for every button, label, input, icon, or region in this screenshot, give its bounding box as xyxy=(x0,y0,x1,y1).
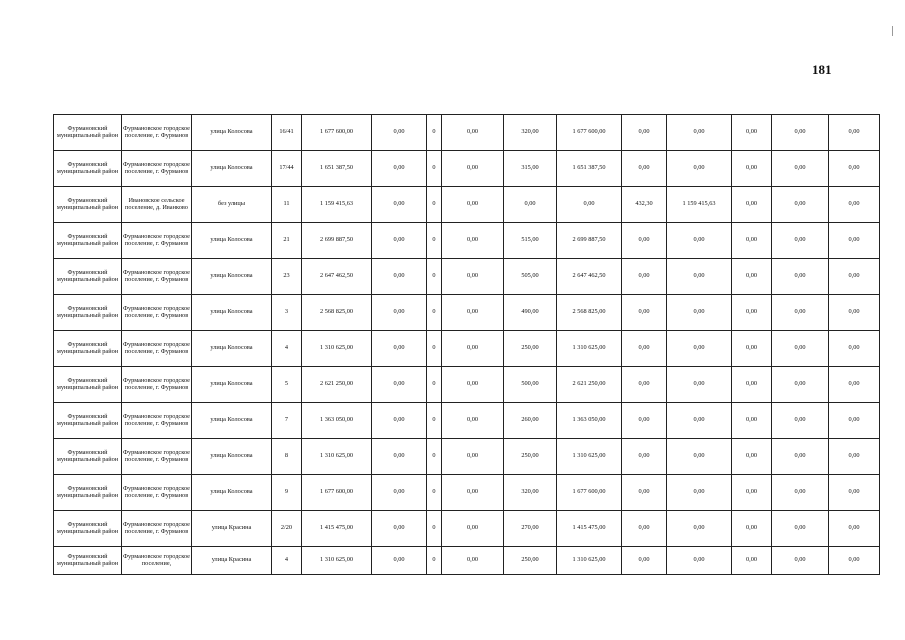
area-cell: 250,00 xyxy=(504,547,557,575)
area-cell: 0,00 xyxy=(622,295,667,331)
amount-cell: 0,00 xyxy=(372,151,427,187)
house-number-cell: 5 xyxy=(272,367,302,403)
amount-cell: 0,00 xyxy=(372,367,427,403)
cost-cell: 1 363 050,00 xyxy=(557,403,622,439)
amount-cell: 0,00 xyxy=(772,259,829,295)
cost-cell: 0,00 xyxy=(667,151,732,187)
amount-cell: 0,00 xyxy=(732,511,772,547)
table-row xyxy=(54,475,880,511)
count-cell: 0 xyxy=(427,187,442,223)
table-row xyxy=(54,295,880,331)
cost-cell: 1 310 625,00 xyxy=(557,331,622,367)
area-cell: 0,00 xyxy=(622,439,667,475)
amount-cell: 0,00 xyxy=(442,439,504,475)
total-cost-cell: 1 310 625,00 xyxy=(302,331,372,367)
count-cell: 0 xyxy=(427,547,442,575)
amount-cell: 0,00 xyxy=(829,511,880,547)
street-cell: улица Колосова xyxy=(192,475,272,511)
amount-cell: 0,00 xyxy=(372,511,427,547)
count-cell: 0 xyxy=(427,223,442,259)
amount-cell: 0,00 xyxy=(829,439,880,475)
amount-cell: 0,00 xyxy=(372,295,427,331)
amount-cell: 0,00 xyxy=(372,115,427,151)
table-row xyxy=(54,439,880,475)
house-number-cell: 2/20 xyxy=(272,511,302,547)
street-cell: улица Колосова xyxy=(192,295,272,331)
amount-cell: 0,00 xyxy=(772,367,829,403)
amount-cell: 0,00 xyxy=(442,115,504,151)
area-cell: 515,00 xyxy=(504,223,557,259)
settlement-cell: Фурмановское городское поселение, xyxy=(122,547,192,575)
street-cell: улица Колосова xyxy=(192,115,272,151)
settlement-cell: Фурмановское городское поселение, г. Фурманов xyxy=(122,475,192,511)
district-cell: Фурмановский муниципальный район xyxy=(54,475,122,511)
amount-cell: 0,00 xyxy=(829,403,880,439)
total-cost-cell: 1 310 625,00 xyxy=(302,439,372,475)
count-cell: 0 xyxy=(427,367,442,403)
count-cell: 0 xyxy=(427,403,442,439)
area-cell: 0,00 xyxy=(504,187,557,223)
amount-cell: 0,00 xyxy=(772,115,829,151)
street-cell: улица Колосова xyxy=(192,259,272,295)
amount-cell: 0,00 xyxy=(829,295,880,331)
cost-cell: 0,00 xyxy=(667,259,732,295)
cost-cell: 1 677 600,00 xyxy=(557,475,622,511)
table-row xyxy=(54,259,880,295)
house-number-cell: 23 xyxy=(272,259,302,295)
total-cost-cell: 1 159 415,63 xyxy=(302,187,372,223)
total-cost-cell: 1 651 387,50 xyxy=(302,151,372,187)
area-cell: 0,00 xyxy=(622,547,667,575)
cost-cell: 0,00 xyxy=(557,187,622,223)
amount-cell: 0,00 xyxy=(372,223,427,259)
settlement-cell: Фурмановское городское поселение, г. Фурманов xyxy=(122,511,192,547)
street-cell: улица Колосова xyxy=(192,439,272,475)
total-cost-cell: 1 677 600,00 xyxy=(302,115,372,151)
cost-cell: 1 310 625,00 xyxy=(557,439,622,475)
cost-cell: 1 651 387,50 xyxy=(557,151,622,187)
amount-cell: 0,00 xyxy=(372,187,427,223)
street-cell: улица Колосова xyxy=(192,331,272,367)
amount-cell: 0,00 xyxy=(829,115,880,151)
amount-cell: 0,00 xyxy=(442,295,504,331)
table-row xyxy=(54,223,880,259)
cost-cell: 2 568 825,00 xyxy=(557,295,622,331)
amount-cell: 0,00 xyxy=(829,259,880,295)
table-row xyxy=(54,367,880,403)
district-cell: Фурмановский муниципальный район xyxy=(54,439,122,475)
district-cell: Фурмановский муниципальный район xyxy=(54,187,122,223)
amount-cell: 0,00 xyxy=(442,151,504,187)
amount-cell: 0,00 xyxy=(732,439,772,475)
amount-cell: 0,00 xyxy=(732,331,772,367)
amount-cell: 0,00 xyxy=(442,403,504,439)
settlement-cell: Ивановское сельское поселение, д. Иванково xyxy=(122,187,192,223)
amount-cell: 0,00 xyxy=(772,187,829,223)
total-cost-cell: 1 677 600,00 xyxy=(302,475,372,511)
amount-cell: 0,00 xyxy=(829,547,880,575)
settlement-cell: Фурмановское городское поселение, г. Фурманов xyxy=(122,151,192,187)
street-cell: улица Красина xyxy=(192,547,272,575)
cost-cell: 2 621 250,00 xyxy=(557,367,622,403)
page-number: 181 xyxy=(812,62,832,77)
area-cell: 0,00 xyxy=(622,223,667,259)
amount-cell: 0,00 xyxy=(732,367,772,403)
house-number-cell: 4 xyxy=(272,331,302,367)
cost-cell: 0,00 xyxy=(667,223,732,259)
district-cell: Фурмановский муниципальный район xyxy=(54,151,122,187)
amount-cell: 0,00 xyxy=(732,151,772,187)
amount-cell: 0,00 xyxy=(442,367,504,403)
amount-cell: 0,00 xyxy=(772,223,829,259)
house-number-cell: 8 xyxy=(272,439,302,475)
count-cell: 0 xyxy=(427,151,442,187)
cost-cell: 0,00 xyxy=(667,403,732,439)
amount-cell: 0,00 xyxy=(732,259,772,295)
area-cell: 250,00 xyxy=(504,331,557,367)
house-number-cell: 11 xyxy=(272,187,302,223)
cost-cell: 2 699 887,50 xyxy=(557,223,622,259)
amount-cell: 0,00 xyxy=(732,295,772,331)
amount-cell: 0,00 xyxy=(829,367,880,403)
settlement-cell: Фурмановское городское поселение, г. Фурманов xyxy=(122,403,192,439)
amount-cell: 0,00 xyxy=(772,547,829,575)
area-cell: 260,00 xyxy=(504,403,557,439)
district-cell: Фурмановский муниципальный район xyxy=(54,295,122,331)
area-cell: 270,00 xyxy=(504,511,557,547)
district-cell: Фурмановский муниципальный район xyxy=(54,511,122,547)
street-cell: улица Колосова xyxy=(192,223,272,259)
district-cell: Фурмановский муниципальный район xyxy=(54,115,122,151)
area-cell: 505,00 xyxy=(504,259,557,295)
amount-cell: 0,00 xyxy=(442,259,504,295)
settlement-cell: Фурмановское городское поселение, г. Фурманов xyxy=(122,223,192,259)
total-cost-cell: 2 699 887,50 xyxy=(302,223,372,259)
total-cost-cell: 2 647 462,50 xyxy=(302,259,372,295)
amount-cell: 0,00 xyxy=(732,475,772,511)
amount-cell: 0,00 xyxy=(829,331,880,367)
count-cell: 0 xyxy=(427,295,442,331)
amount-cell: 0,00 xyxy=(372,259,427,295)
house-number-cell: 4 xyxy=(272,547,302,575)
area-cell: 500,00 xyxy=(504,367,557,403)
amount-cell: 0,00 xyxy=(772,151,829,187)
count-cell: 0 xyxy=(427,259,442,295)
total-cost-cell: 1 363 050,00 xyxy=(302,403,372,439)
area-cell: 315,00 xyxy=(504,151,557,187)
area-cell: 250,00 xyxy=(504,439,557,475)
cost-cell: 2 647 462,50 xyxy=(557,259,622,295)
settlement-cell: Фурмановское городское поселение, г. Фурманов xyxy=(122,367,192,403)
district-cell: Фурмановский муниципальный район xyxy=(54,331,122,367)
area-cell: 490,00 xyxy=(504,295,557,331)
cost-cell: 1 677 600,00 xyxy=(557,115,622,151)
amount-cell: 0,00 xyxy=(442,475,504,511)
area-cell: 0,00 xyxy=(622,115,667,151)
street-cell: без улицы xyxy=(192,187,272,223)
area-cell: 320,00 xyxy=(504,115,557,151)
cost-cell: 1 415 475,00 xyxy=(557,511,622,547)
area-cell: 0,00 xyxy=(622,511,667,547)
amount-cell: 0,00 xyxy=(372,439,427,475)
district-cell: Фурмановский муниципальный район xyxy=(54,259,122,295)
count-cell: 0 xyxy=(427,439,442,475)
cost-cell: 0,00 xyxy=(667,331,732,367)
district-cell: Фурмановский муниципальный район xyxy=(54,367,122,403)
house-number-cell: 21 xyxy=(272,223,302,259)
amount-cell: 0,00 xyxy=(732,403,772,439)
amount-cell: 0,00 xyxy=(442,223,504,259)
area-cell: 0,00 xyxy=(622,151,667,187)
area-cell: 432,30 xyxy=(622,187,667,223)
table-row xyxy=(54,331,880,367)
count-cell: 0 xyxy=(427,115,442,151)
cost-cell: 0,00 xyxy=(667,367,732,403)
amount-cell: 0,00 xyxy=(772,511,829,547)
amount-cell: 0,00 xyxy=(732,187,772,223)
amount-cell: 0,00 xyxy=(829,151,880,187)
amount-cell: 0,00 xyxy=(772,295,829,331)
area-cell: 0,00 xyxy=(622,367,667,403)
table-row xyxy=(54,511,880,547)
settlement-cell: Фурмановское городское поселение, г. Фурманов xyxy=(122,331,192,367)
amount-cell: 0,00 xyxy=(372,403,427,439)
street-cell: улица Колосова xyxy=(192,151,272,187)
amount-cell: 0,00 xyxy=(772,475,829,511)
area-cell: 0,00 xyxy=(622,259,667,295)
cost-cell: 0,00 xyxy=(667,439,732,475)
cost-cell: 0,00 xyxy=(667,547,732,575)
street-cell: улица Красина xyxy=(192,511,272,547)
amount-cell: 0,00 xyxy=(372,547,427,575)
amount-cell: 0,00 xyxy=(732,223,772,259)
area-cell: 320,00 xyxy=(504,475,557,511)
amount-cell: 0,00 xyxy=(372,475,427,511)
registry-table xyxy=(53,114,880,575)
amount-cell: 0,00 xyxy=(829,187,880,223)
settlement-cell: Фурмановское городское поселение, г. Фурманов xyxy=(122,439,192,475)
house-number-cell: 16/41 xyxy=(272,115,302,151)
house-number-cell: 17/44 xyxy=(272,151,302,187)
district-cell: Фурмановский муниципальный район xyxy=(54,547,122,575)
area-cell: 0,00 xyxy=(622,403,667,439)
total-cost-cell: 2 621 250,00 xyxy=(302,367,372,403)
street-cell: улица Колосова xyxy=(192,403,272,439)
area-cell: 0,00 xyxy=(622,475,667,511)
count-cell: 0 xyxy=(427,475,442,511)
total-cost-cell: 1 415 475,00 xyxy=(302,511,372,547)
amount-cell: 0,00 xyxy=(442,511,504,547)
table-row xyxy=(54,115,880,151)
amount-cell: 0,00 xyxy=(772,403,829,439)
settlement-cell: Фурмановское городское поселение, г. Фурманов xyxy=(122,295,192,331)
house-number-cell: 7 xyxy=(272,403,302,439)
total-cost-cell: 1 310 625,00 xyxy=(302,547,372,575)
scan-edge-mark xyxy=(892,26,893,36)
table-row xyxy=(54,403,880,439)
cost-cell: 0,00 xyxy=(667,115,732,151)
amount-cell: 0,00 xyxy=(442,547,504,575)
settlement-cell: Фурмановское городское поселение, г. Фурманов xyxy=(122,115,192,151)
table-row xyxy=(54,187,880,223)
count-cell: 0 xyxy=(427,511,442,547)
street-cell: улица Колосова xyxy=(192,367,272,403)
district-cell: Фурмановский муниципальный район xyxy=(54,403,122,439)
amount-cell: 0,00 xyxy=(442,331,504,367)
cost-cell: 0,00 xyxy=(667,475,732,511)
table-row xyxy=(54,151,880,187)
amount-cell: 0,00 xyxy=(772,439,829,475)
area-cell: 0,00 xyxy=(622,331,667,367)
amount-cell: 0,00 xyxy=(732,115,772,151)
amount-cell: 0,00 xyxy=(829,475,880,511)
house-number-cell: 9 xyxy=(272,475,302,511)
total-cost-cell: 2 568 825,00 xyxy=(302,295,372,331)
table-row xyxy=(54,547,880,575)
registry-table-body xyxy=(54,115,880,575)
amount-cell: 0,00 xyxy=(732,547,772,575)
cost-cell: 0,00 xyxy=(667,511,732,547)
cost-cell: 0,00 xyxy=(667,295,732,331)
settlement-cell: Фурмановское городское поселение, г. Фурманов xyxy=(122,259,192,295)
count-cell: 0 xyxy=(427,331,442,367)
house-number-cell: 3 xyxy=(272,295,302,331)
district-cell: Фурмановский муниципальный район xyxy=(54,223,122,259)
cost-cell: 1 310 625,00 xyxy=(557,547,622,575)
amount-cell: 0,00 xyxy=(442,187,504,223)
amount-cell: 0,00 xyxy=(372,331,427,367)
cost-cell: 1 159 415,63 xyxy=(667,187,732,223)
amount-cell: 0,00 xyxy=(829,223,880,259)
amount-cell: 0,00 xyxy=(772,331,829,367)
